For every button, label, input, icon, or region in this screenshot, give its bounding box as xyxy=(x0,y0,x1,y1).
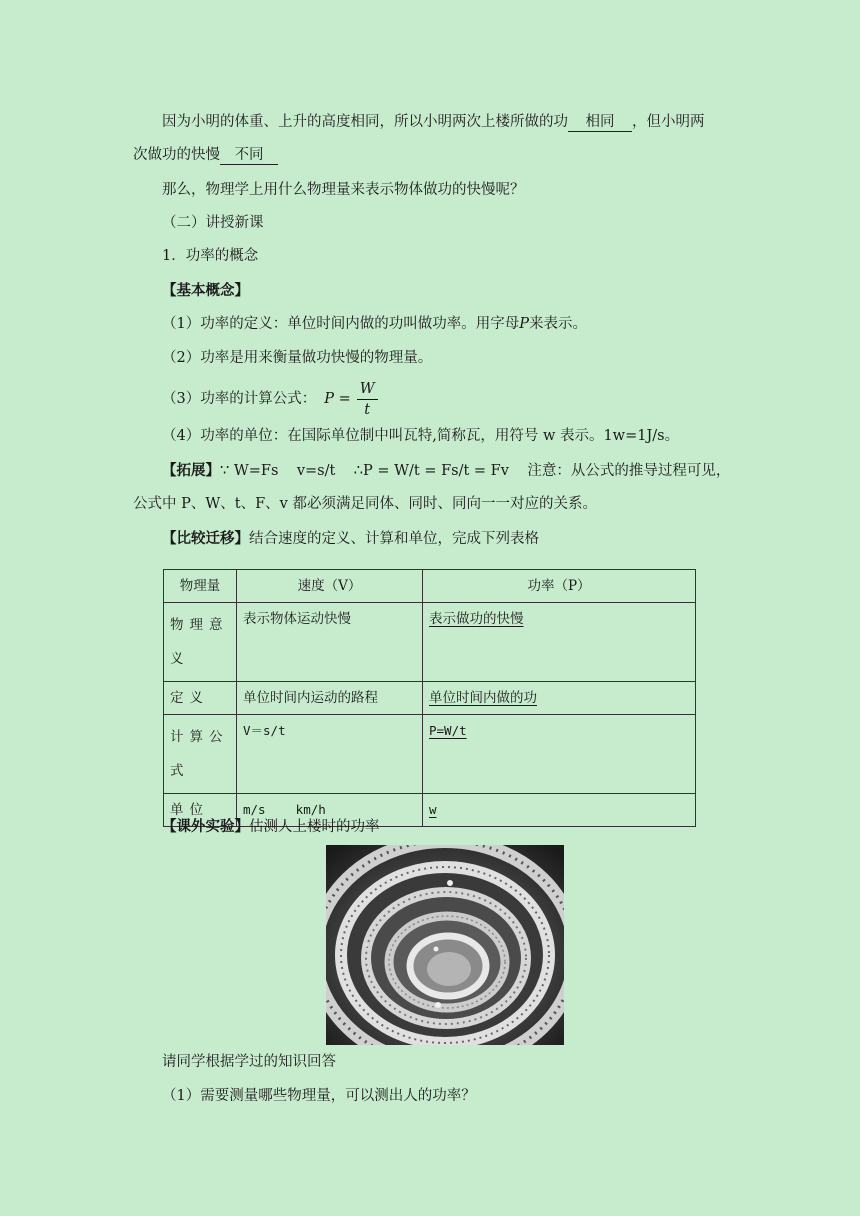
compare-line xyxy=(162,529,539,549)
formula-numerator: W xyxy=(357,379,378,400)
concept-2: （2）功率是用来衡量做功快慢的物理量。 xyxy=(162,350,433,366)
row-label: 物理意义 xyxy=(164,603,237,682)
power-cell xyxy=(423,682,696,715)
header-power: 功率（P） xyxy=(423,570,696,603)
power-formula xyxy=(324,379,377,420)
intro-line-1 xyxy=(162,112,705,132)
intro-text: 因为小明的体重、上升的高度相同，所以小明两次上楼所做的功 xyxy=(162,114,568,130)
row-label: 定义 xyxy=(164,682,237,715)
table-row xyxy=(164,603,696,682)
power-symbol: P xyxy=(519,316,529,332)
concept-3 xyxy=(162,378,378,420)
concept-1-text: （1）功率的定义：单位时间内做的功叫做功率。用字母 xyxy=(162,316,520,332)
compare-body: 结合速度的定义、计算和单位，完成下列表格 xyxy=(249,531,539,547)
formula-fraction xyxy=(357,379,378,420)
extension-body: ∵ W=Fs v=s/t ∴P = W/t = Fs/t = Fv 注意：从公式的推导过程可见， xyxy=(220,463,731,479)
basic-concept-title: 【基本概念】 xyxy=(162,282,249,299)
closing-question-1: （1）需要测量哪些物理量，可以测出人的功率？ xyxy=(162,1088,476,1104)
table-row xyxy=(164,682,696,715)
formula-lhs: P = xyxy=(324,391,351,407)
staircase-illustration xyxy=(326,845,564,1045)
concept-1 xyxy=(162,314,587,334)
formula-denominator: t xyxy=(364,401,371,418)
extension-title: 【拓展】 xyxy=(162,462,220,479)
comparison-table xyxy=(163,569,696,827)
power-cell xyxy=(423,715,696,794)
speed-cell: V＝s/t xyxy=(237,715,423,794)
experiment-title: 【课外实验】 xyxy=(162,818,249,835)
concept-3-label: （3）功率的计算公式： xyxy=(162,391,317,407)
extension-line-2: 公式中 P、W、t、F、v 都必须满足同体、同时、同向一一对应的关系。 xyxy=(133,496,597,512)
spiral-staircase-photo xyxy=(326,845,564,1045)
compare-title: 【比较迁移】 xyxy=(162,530,249,547)
speed-cell: m/s km/h xyxy=(237,794,423,827)
subsection-title: 1．功率的概念 xyxy=(162,248,259,264)
experiment-line xyxy=(162,817,380,837)
intro-text-cont: ，但小明两 xyxy=(632,114,705,130)
closing-prompt: 请同学根据学过的知识回答 xyxy=(162,1054,336,1070)
answer-blank-same: 相同 xyxy=(568,113,632,132)
concept-4: （4）功率的单位：在国际单位制中叫瓦特,简称瓦，用符号 w 表示。1w=1J/s。 xyxy=(162,428,680,444)
power-cell xyxy=(423,794,696,827)
section-heading: （二）讲授新课 xyxy=(162,215,264,231)
table-header-row xyxy=(164,570,696,603)
intro-question: 那么，物理学上用什么物理量来表示物体做功的快慢呢？ xyxy=(162,182,525,198)
row-label: 计算公式 xyxy=(164,715,237,794)
header-quantity: 物理量 xyxy=(164,570,237,603)
intro-line-2 xyxy=(133,145,278,165)
header-speed: 速度（V） xyxy=(237,570,423,603)
power-answer: 表示做功的快慢 xyxy=(429,611,524,627)
extension-line xyxy=(162,461,730,481)
row-label: 单位 xyxy=(164,794,237,827)
answer-blank-different: 不同 xyxy=(220,146,278,165)
power-answer: 单位时间内做的功 xyxy=(429,690,537,706)
power-cell xyxy=(423,603,696,682)
power-answer: w xyxy=(429,802,437,817)
intro-text-2: 次做功的快慢 xyxy=(133,147,220,163)
experiment-body: 估测人上楼时的功率 xyxy=(249,819,380,835)
power-answer: P=W/t xyxy=(429,723,467,738)
table-row xyxy=(164,715,696,794)
speed-cell: 表示物体运动快慢 xyxy=(237,603,423,682)
concept-1-tail: 来表示。 xyxy=(529,316,587,332)
speed-cell: 单位时间内运动的路程 xyxy=(237,682,423,715)
